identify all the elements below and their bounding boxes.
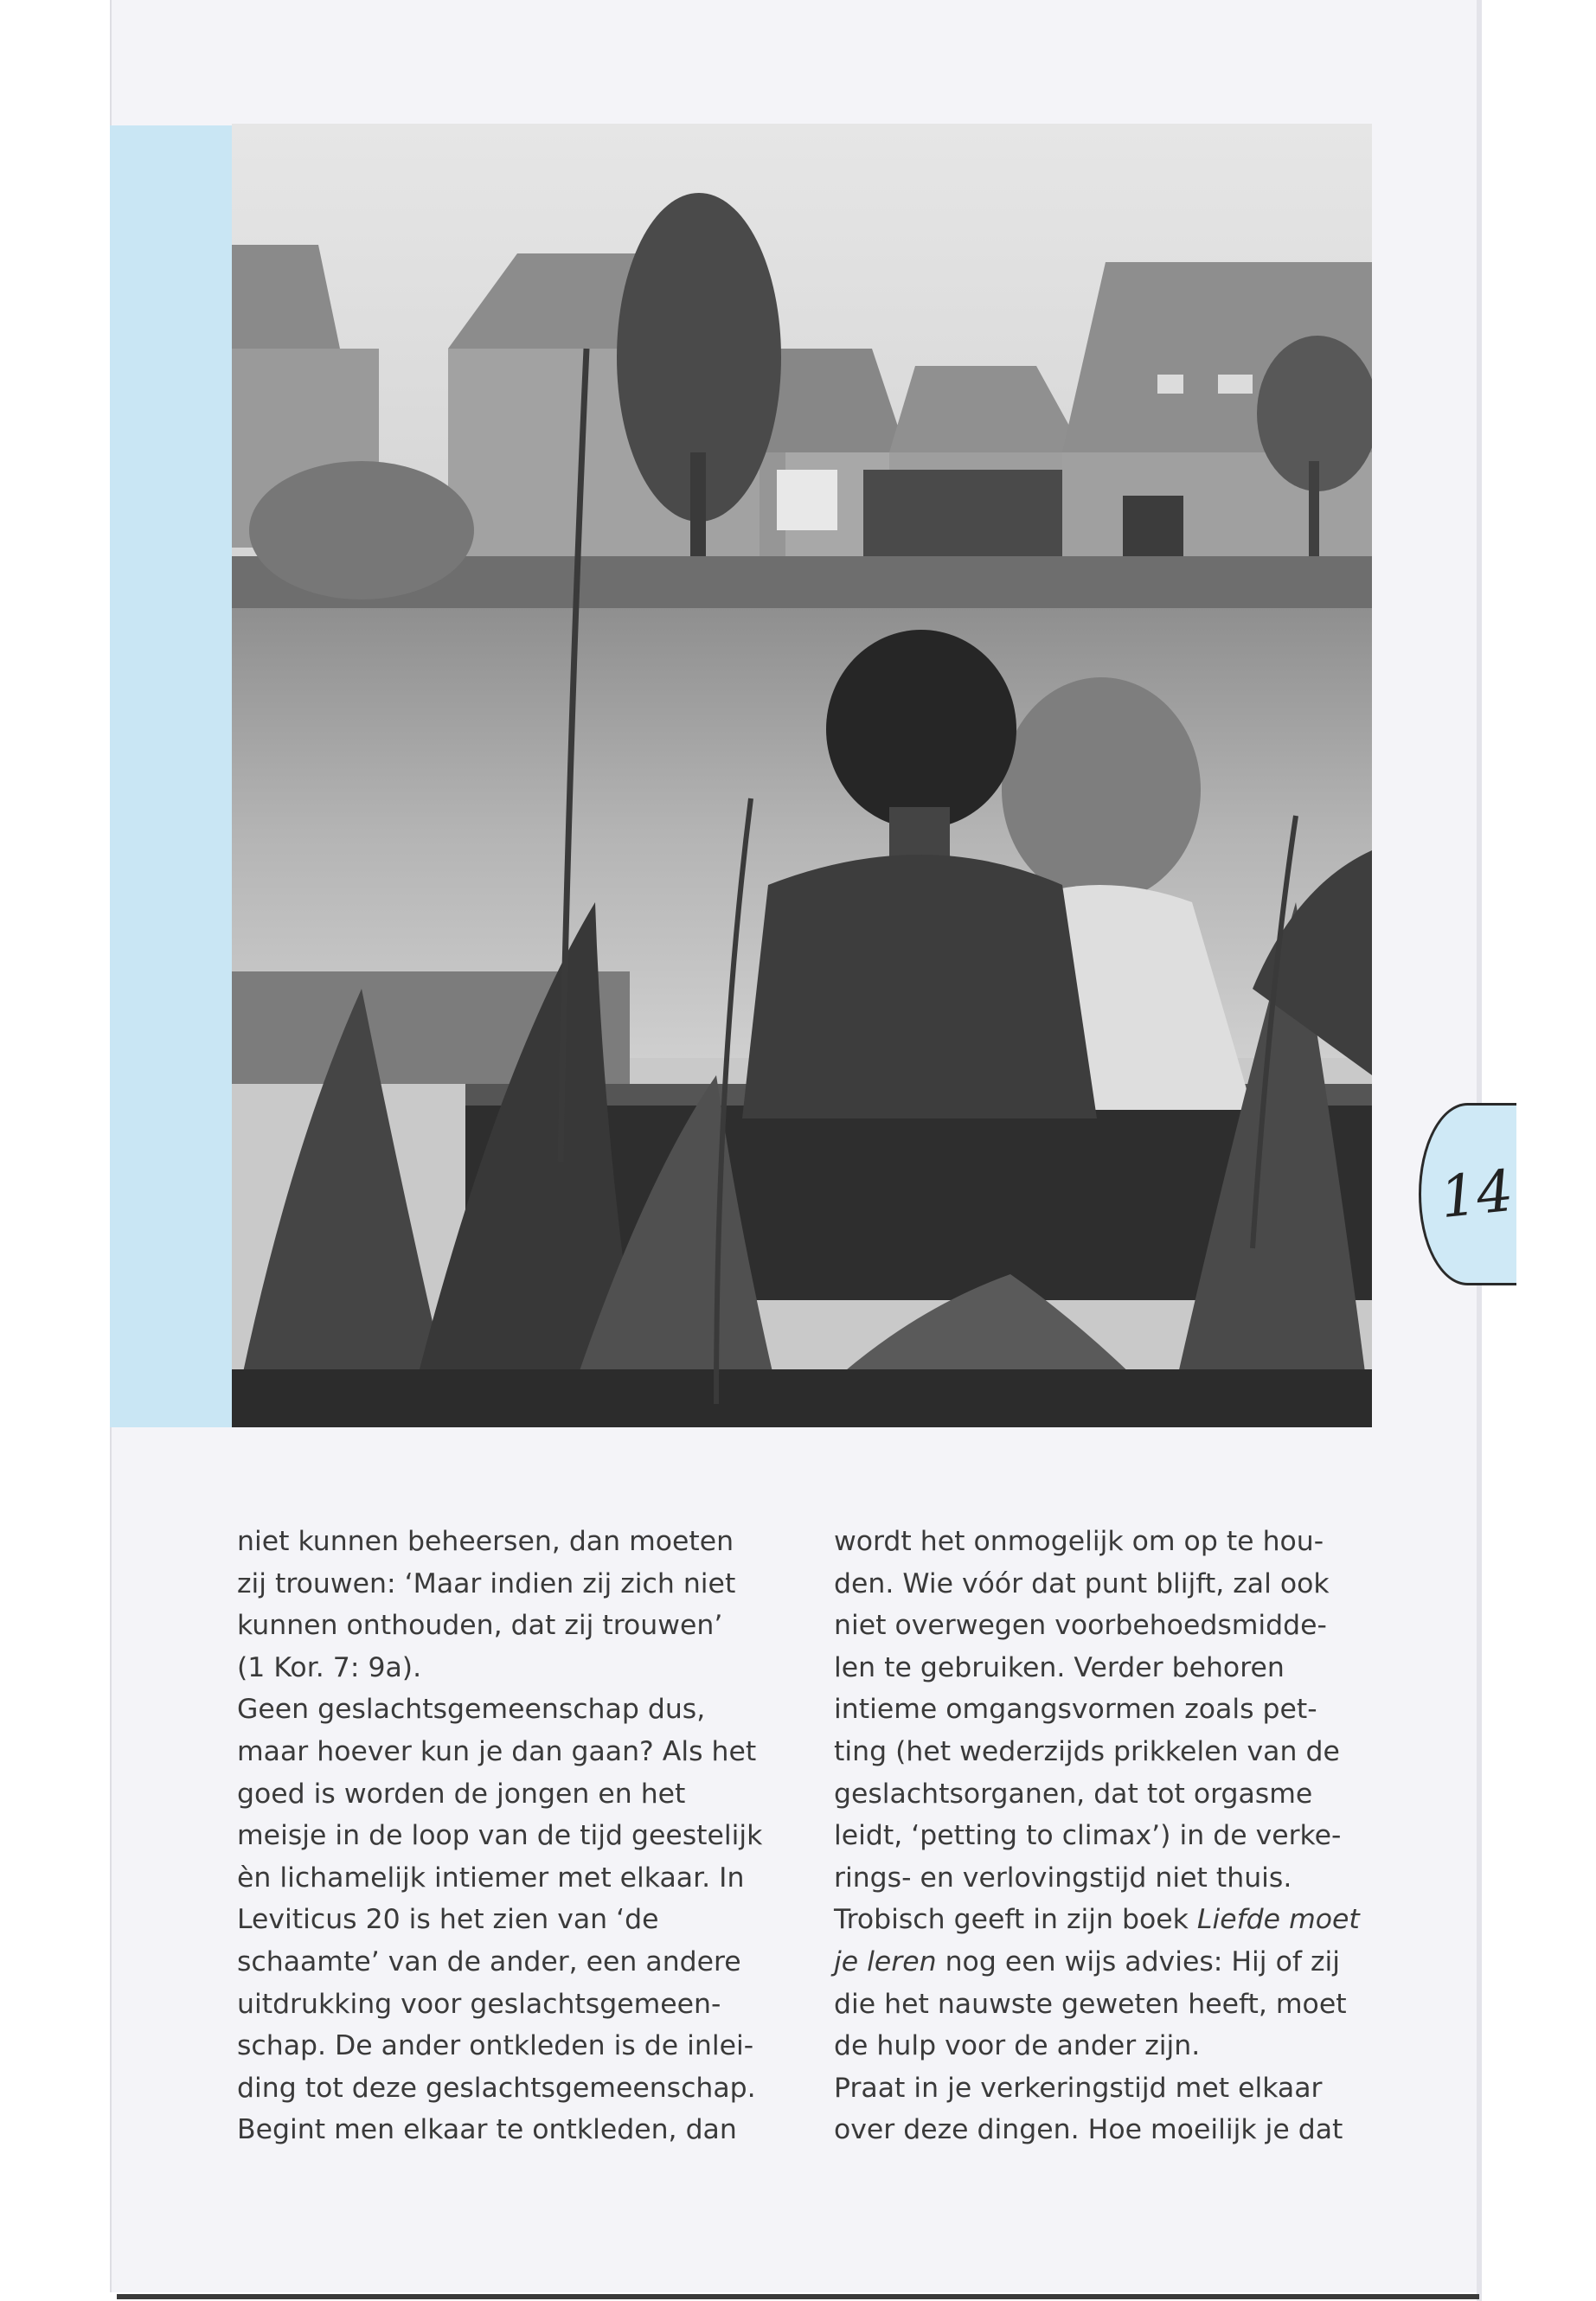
book-title-part: Liefde moet xyxy=(1196,1904,1360,1936)
page-number-tab xyxy=(1419,1103,1516,1285)
text-line: Begint men elkaar te ontkleden, dan xyxy=(237,2114,737,2146)
text-line: niet overwegen voorbehoedsmidde- xyxy=(834,1610,1327,1642)
right-text-column xyxy=(834,1521,1388,2151)
left-text-column xyxy=(237,1521,808,2151)
text-line: leidt, ‘petting to climax’) in de verke- xyxy=(834,1820,1342,1852)
text-line: den. Wie vóór dat punt blijft, zal ook xyxy=(834,1567,1330,1599)
text-line: Leviticus 20 is het zien van ‘de xyxy=(237,1904,659,1936)
text-line: (1 Kor. 7: 9a). xyxy=(237,1651,422,1683)
text-line: uitdrukking voor geslachtsgemeen- xyxy=(237,1988,721,2020)
text-line: schap. De ander ontkleden is de inlei- xyxy=(237,2030,754,2062)
text-line: èn lichamelijk intiemer met elkaar. In xyxy=(237,1862,745,1894)
text-line: Praat in je verkeringstijd met elkaar xyxy=(834,2072,1323,2104)
text-line: intieme omgangsvormen zoals pet- xyxy=(834,1694,1317,1726)
text-line: goed is worden de jongen en het xyxy=(237,1778,686,1810)
text-line: meisje in de loop van de tijd geestelijk xyxy=(237,1820,763,1852)
accent-band xyxy=(110,125,234,1427)
text-span: nog een wijs advies: Hij of zij xyxy=(936,1945,1340,1977)
text-line: kunnen onthouden, dat zij trouwen’ xyxy=(237,1610,723,1642)
text-line: ding tot deze geslachtsgemeenschap. xyxy=(237,2072,756,2104)
couple-on-bench-photo xyxy=(232,124,1372,1427)
text-line: niet kunnen beheersen, dan moeten xyxy=(237,1526,734,1557)
text-line: zij trouwen: ‘Maar indien zij zich niet xyxy=(237,1567,736,1599)
text-line: maar hoever kun je dan gaan? Als het xyxy=(237,1735,757,1767)
text-line: len te gebruiken. Verder behoren xyxy=(834,1651,1285,1683)
text-line: wordt het onmogelijk om op te hou- xyxy=(834,1526,1324,1557)
text-line xyxy=(834,1941,1388,1984)
text-line: over deze dingen. Hoe moeilijk je dat xyxy=(834,2114,1343,2146)
page-number: 14 xyxy=(1437,1157,1516,1232)
bottom-rule xyxy=(117,2294,1479,2299)
text-line xyxy=(834,1899,1388,1941)
text-line: schaamte’ van de ander, een andere xyxy=(237,1945,741,1977)
text-line: rings- en verlovingstijd niet thuis. xyxy=(834,1862,1292,1894)
text-line: de hulp voor de ander zijn. xyxy=(834,2030,1201,2062)
text-line: geslachtsorganen, dat tot orgasme xyxy=(834,1778,1313,1810)
text-line: Geen geslachtsgemeenschap dus, xyxy=(237,1694,706,1726)
text-line: ting (het wederzijds prikkelen van de xyxy=(834,1735,1340,1767)
text-span: Trobisch geeft in zijn boek xyxy=(834,1904,1197,1936)
text-line: die het nauwste geweten heeft, moet xyxy=(834,1988,1347,2020)
book-title-part: je leren xyxy=(834,1945,937,1977)
